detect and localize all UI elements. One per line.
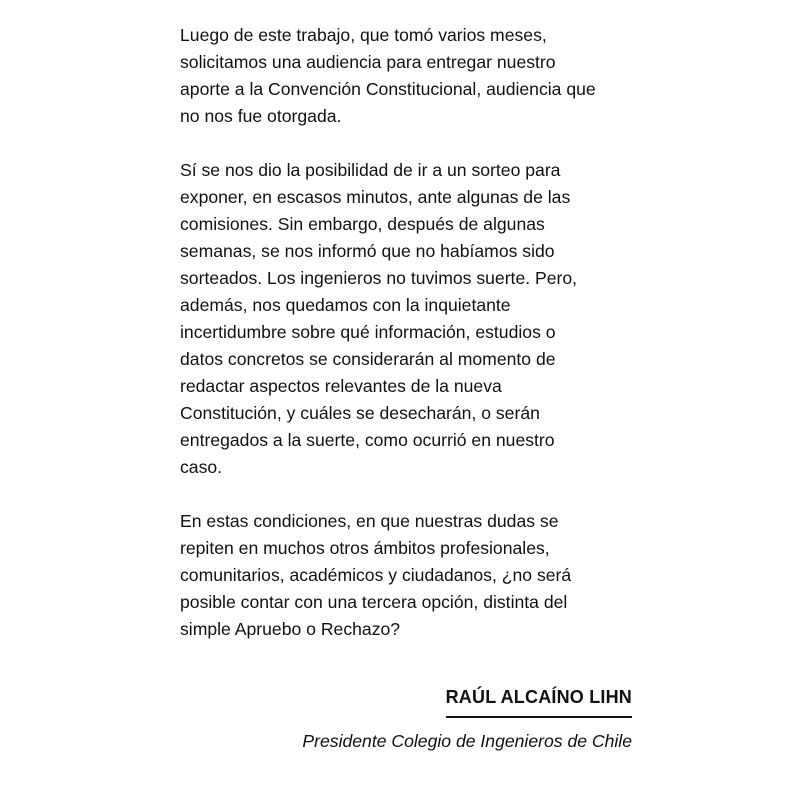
- text-line: datos concretos se considerarán al momento de: [180, 349, 556, 369]
- text-line: Constitución, y cuáles se desecharán, o serán: [180, 403, 540, 423]
- letter-body: [180, 22, 635, 643]
- text-line: exponer, en escasos minutos, ante algunas de las: [180, 187, 571, 207]
- text-line: semanas, se nos informó que no habíamos sido: [180, 241, 555, 261]
- signature-block: [180, 684, 632, 754]
- text-line: comunitarios, académicos y ciudadanos, ¿no será: [180, 565, 572, 585]
- text-line: Luego de este trabajo, que tomó varios meses,: [180, 25, 547, 45]
- text-line: además, nos quedamos con la inquietante: [180, 295, 511, 315]
- text-line: redactar aspectos relevantes de la nueva: [180, 376, 502, 396]
- text-line: caso.: [180, 457, 223, 477]
- text-line: incertidumbre sobre qué información, estudios o: [180, 322, 556, 342]
- text-line: Sí se nos dio la posibilidad de ir a un sorteo para: [180, 160, 561, 180]
- text-line: no nos fue otorgada.: [180, 106, 342, 126]
- text-line: entregados a la suerte, como ocurrió en nuestro: [180, 430, 555, 450]
- text-line: sorteados. Los ingenieros no tuvimos suerte. Pero,: [180, 268, 578, 288]
- author-name: RAÚL ALCAÍNO LIHN: [446, 684, 632, 718]
- text-line: posible contar con una tercera opción, distinta del: [180, 592, 568, 612]
- text-line: comisiones. Sin embargo, después de algunas: [180, 214, 545, 234]
- text-line: En estas condiciones, en que nuestras dudas se: [180, 511, 559, 531]
- paragraph: [180, 508, 635, 643]
- text-line: repiten en muchos otros ámbitos profesionales,: [180, 538, 550, 558]
- paragraph: [180, 22, 635, 130]
- text-line: solicitamos una audiencia para entregar nuestro: [180, 52, 556, 72]
- author-title: Presidente Colegio de Ingenieros de Chile: [302, 731, 632, 751]
- paragraph: [180, 157, 635, 481]
- text-line: simple Apruebo o Rechazo?: [180, 619, 401, 639]
- text-line: aporte a la Convención Constitucional, audiencia que: [180, 79, 596, 99]
